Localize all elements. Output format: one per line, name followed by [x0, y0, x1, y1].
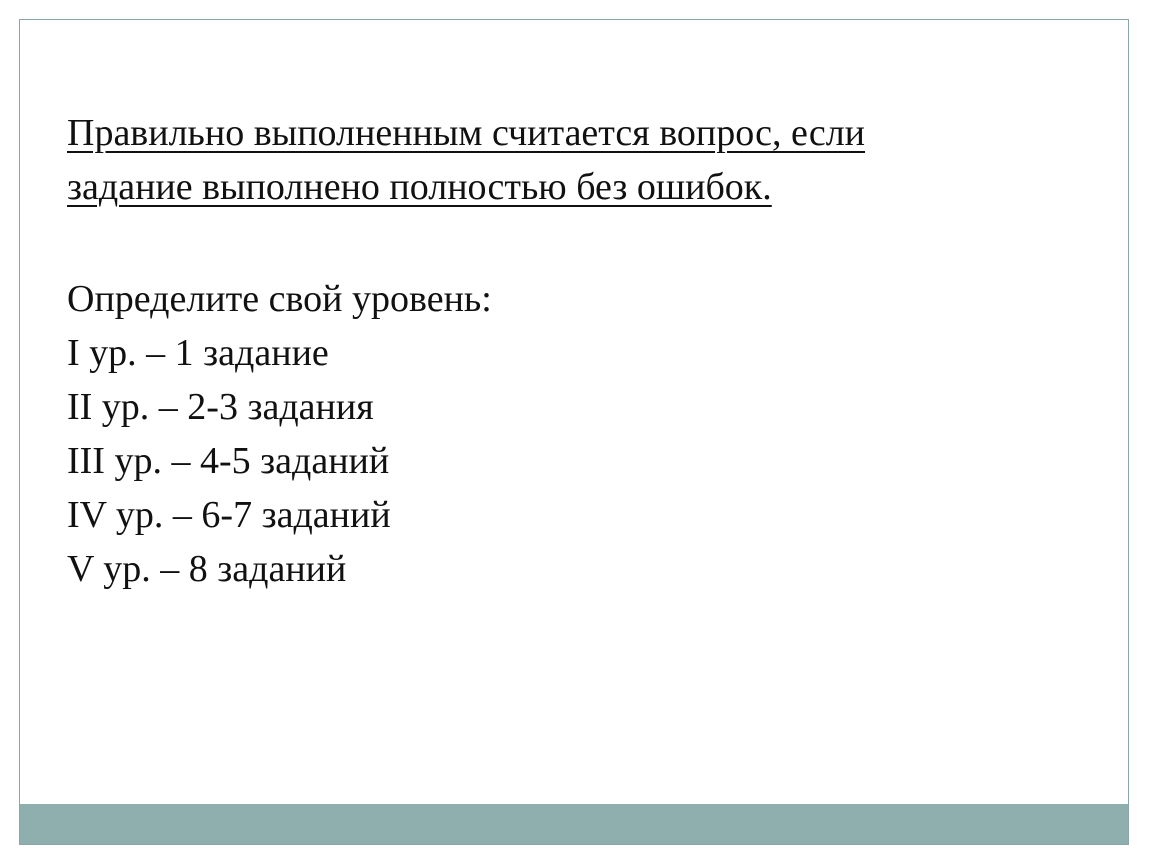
slide-content: [67, 106, 1067, 596]
level-item-1: I ур. – 1 задание: [67, 332, 329, 374]
rule-line-2: задание выполнено полностью без ошибок.: [67, 166, 772, 208]
rule-statement: [67, 106, 1067, 214]
levels-heading: Определите свой уровень:: [67, 278, 492, 320]
rule-line-1: Правильно выполненным считается вопрос, если: [67, 112, 866, 154]
level-item-3: III ур. – 4-5 заданий: [67, 440, 390, 482]
level-item-2: II ур. – 2-3 задания: [67, 386, 374, 428]
level-item-5: V ур. – 8 заданий: [67, 548, 347, 590]
footer-bar: [20, 804, 1128, 844]
spacer: [67, 214, 1067, 272]
level-item-4: IV ур. – 6-7 заданий: [67, 494, 391, 536]
slide: [19, 19, 1129, 845]
